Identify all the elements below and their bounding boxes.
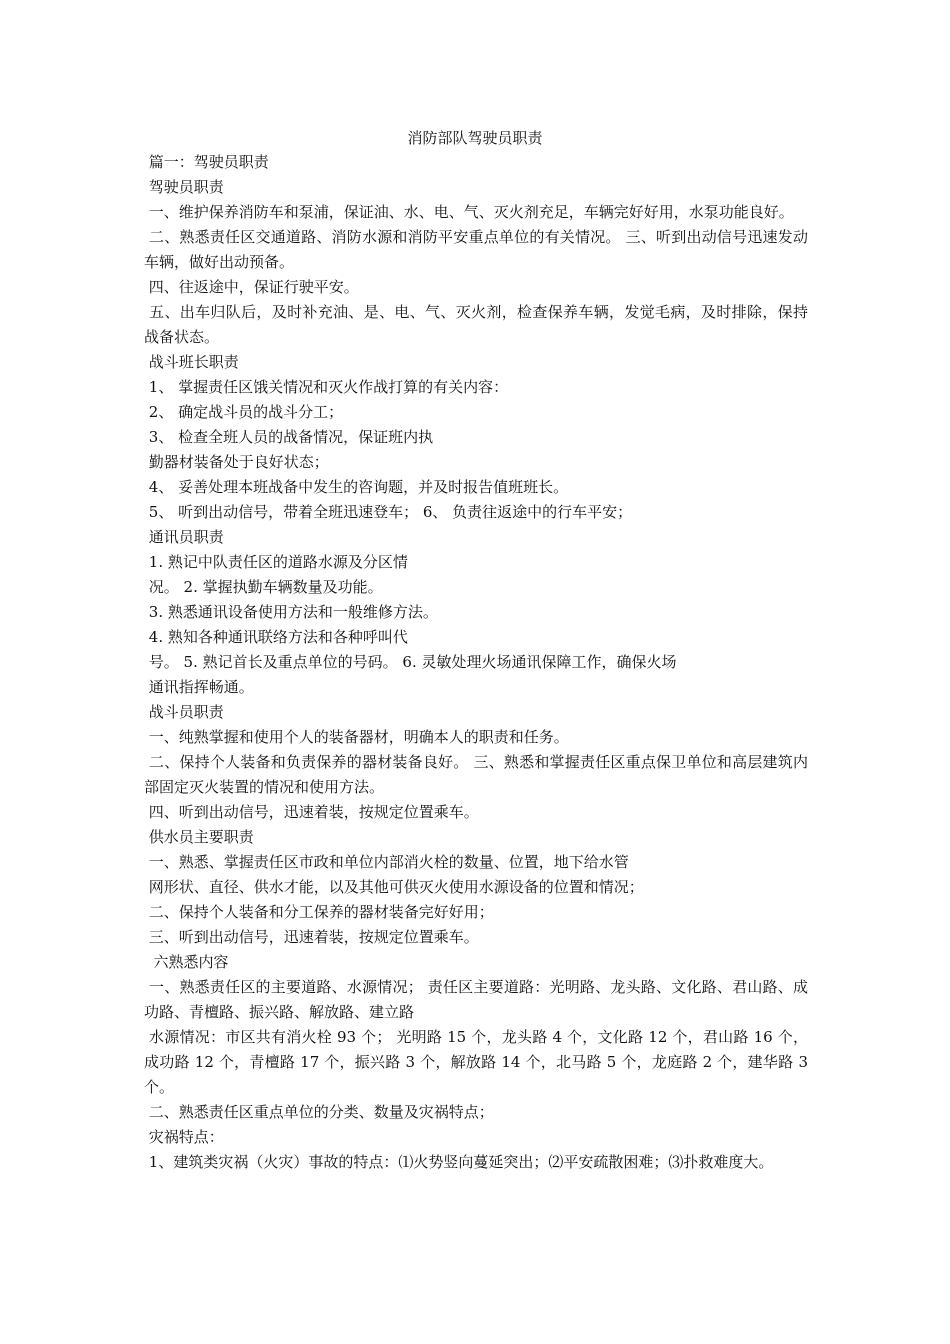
document-body [144,150,813,1175]
paragraph: 通讯员职责 [144,528,224,546]
paragraph: 4. 熟知各种通讯联络方法和各种呼叫代 [144,628,408,646]
paragraph: 网形状、直径、供水才能，以及其他可供灭火使用水源设备的位置和情况； [144,878,644,896]
paragraph: 驾驶员职责 [144,178,224,196]
paragraph: 一、熟悉责任区的主要道路、水源情况； 责任区主要道路：光明路、龙头路、文化路、君山路、成功路、青檀路、振兴路、解放路、建立路 [144,978,808,1021]
paragraph: 战斗班长职责 [144,353,239,371]
paragraph: 四、往返途中，保证行驶平安。 [144,278,359,296]
paragraph: 勤器材装备处于良好状态； [144,453,329,471]
paragraph: 1、 掌握责任区饿关情况和灭火作战打算的有关内容： [144,378,509,396]
paragraph: 号。 5. 熟记首长及重点单位的号码。 6. 灵敏处理火场通讯保障工作，确保火场 [144,653,677,671]
paragraph: 二、保持个人装备和分工保养的器材装备完好好用； [144,903,494,921]
paragraph: 3、 检查全班人员的战备情况，保证班内执 [144,428,434,446]
paragraph: 2、 确定战斗员的战斗分工； [144,403,344,421]
paragraph: 战斗员职责 [144,703,224,721]
paragraph: 六熟悉内容 [144,953,229,971]
paragraph: 通讯指挥畅通。 [144,678,254,696]
paragraph: 灾祸特点： [144,1128,224,1146]
paragraph: 供水员主要职责 [144,828,254,846]
paragraph: 4、 妥善处理本班战备中发生的咨询题，并及时报告值班班长。 [144,478,569,496]
paragraph: 一、维护保养消防车和泵浦，保证油、水、电、气、灭火剂充足，车辆完好好用，水泵功能良好。 [144,203,794,221]
paragraph: 五、出车归队后，及时补充油、是、电、气、灭火剂，检查保养车辆，发觉毛病，及时排除，保持战备状态。 [144,303,808,346]
paragraph: 篇一：驾驶员职责 [144,153,269,171]
paragraph: 水源情况：市区共有消火栓 93 个； 光明路 15 个，龙头路 4 个，文化路 12 个，君山路 16 个，成功路 12 个，青檀路 17 个，振兴路 3 个，解放路 14 个，北马路 5 个，龙庭路 2 个，建华路 3 个。 [144,1028,813,1096]
paragraph: 四、听到出动信号，迅速着装，按规定位置乘车。 [144,803,479,821]
paragraph: 一、纯熟掌握和使用个人的装备器材，明确本人的职责和任务。 [144,728,569,746]
paragraph: 二、熟悉责任区交通道路、消防水源和消防平安重点单位的有关情况。 三、听到出动信号迅速发动车辆，做好出动预备。 [144,228,808,271]
paragraph: 一、熟悉、掌握责任区市政和单位内部消火栓的数量、位置，地下给水管 [144,853,629,871]
document-title: 消防部队驾驶员职责 [407,129,543,147]
paragraph: 1. 熟记中队责任区的道路水源及分区情 [144,553,408,571]
paragraph: 5、 听到出动信号，带着全班迅速登车； 6、 负责往返途中的行车平安； [144,503,633,521]
paragraph: 二、保持个人装备和负责保养的器材装备良好。 三、熟悉和掌握责任区重点保卫单位和高层建筑内部固定灭火装置的情况和使用方法。 [144,753,808,796]
paragraph: 1、建筑类灾祸（火灾）事故的特点：⑴火势竖向蔓延突出；⑵平安疏散困难；⑶扑救难度大。 [144,1153,774,1171]
paragraph: 三、听到出动信号，迅速着装，按规定位置乘车。 [144,928,479,946]
paragraph: 况。 2. 掌握执勤车辆数量及功能。 [144,578,383,596]
paragraph: 二、熟悉责任区重点单位的分类、数量及灾祸特点； [144,1103,494,1121]
paragraph: 3. 熟悉通讯设备使用方法和一般维修方法。 [144,603,438,621]
